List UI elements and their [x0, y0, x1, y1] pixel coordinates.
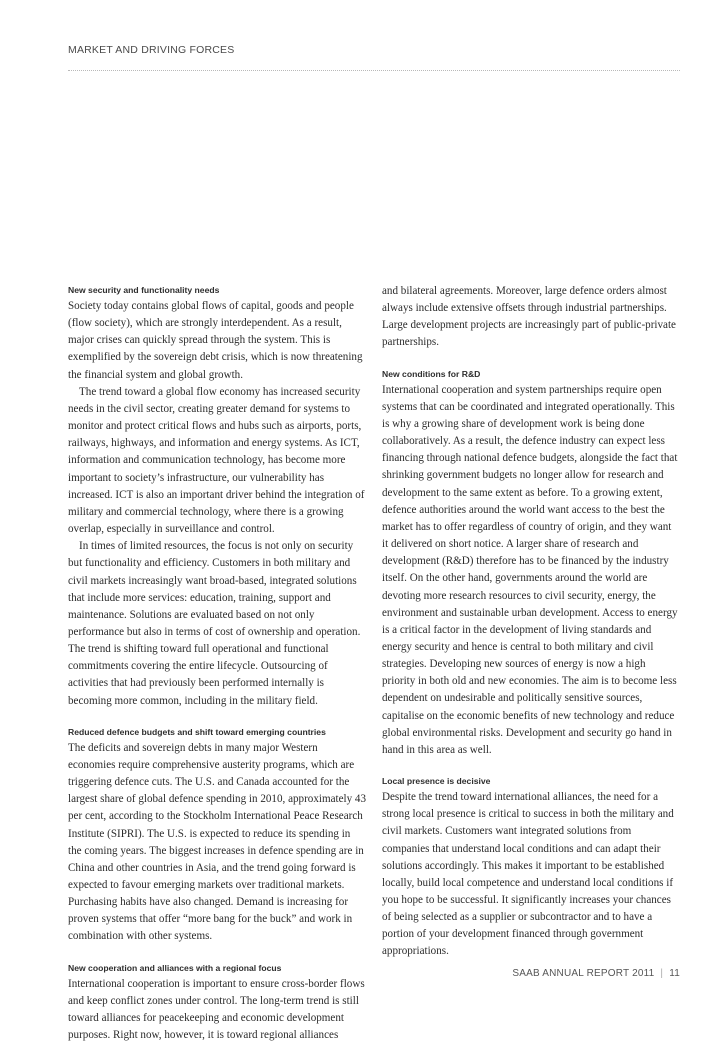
section-heading: New cooperation and alliances with a regional focus: [68, 962, 282, 973]
section-heading: New security and functionality needs: [68, 285, 220, 295]
section-heading: New conditions for R&D: [382, 368, 481, 379]
body-paragraph: In times of limited resources, the focus is not only on security but functionality and efficiency. Customers in both military and civil markets increasingly want broad-based, integrated solutions that include more services: education, training, support and maintenance. Solutions are evaluated based on not only performance but also in terms of cost of ownership and operation. The trend is shifting toward full operational and functional commitments covering the entire lifecycle. Outsourcing of activities that had previously been performed internally is becoming more common, including in the military field.: [68, 540, 361, 707]
body-paragraph: Despite the trend toward international alliances, the need for a strong local presence is critical to success in both the military and civil markets. Customers want integrated solutions from companies that understand local conditions and can adapt their solutions accordingly. This makes it important to be established locally, build local competence and understand local conditions if you hope to be successful. It significantly increases your chances of being selected as a supplier or subcontractor and to have a portion of your development financed through government appropriations.: [382, 791, 674, 958]
continuation-block: [382, 283, 680, 352]
section-security-needs: [68, 283, 366, 710]
section-cooperation-alliances: [68, 961, 366, 1045]
footer-separator: |: [660, 968, 664, 979]
header-divider: [68, 70, 680, 71]
body-paragraph: The trend toward a global flow economy has increased security needs in the civil sector, creating greater demand for systems to monitor and protect critical flows and hubs such as airports, ports, railways, highways, and information and energy systems. As ICT, information and communication technology, has become more important to society’s infrastructure, our vulnerability has increased. ICT is also an important driver behind the integration of military and commercial technology, where there is a growing overlap, especially in surveillance and control.: [68, 385, 365, 536]
section-rd-conditions: [382, 367, 680, 759]
section-heading: Reduced defence budgets and shift toward emerging countries: [68, 726, 326, 737]
body-paragraph: and bilateral agreements. Moreover, large defence orders almost always include extensive offsets through industrial partnerships. Large development projects are increasingly part of public-private partnerships.: [382, 285, 676, 349]
page-footer: [512, 968, 680, 979]
page-number: 11: [669, 968, 680, 979]
section-defence-budgets: [68, 725, 366, 946]
report-label: SAAB ANNUAL REPORT 2011: [512, 968, 655, 979]
body-paragraph: International cooperation and system partnerships require open systems that can be coordinated and integrated operationally. This is why a growing share of development work is being done collaboratively. As a result, the defence industry can expect less financing through national defence budgets, alongside the fact that shrinking government budgets no longer allow for research and development to the same extent as before. To a growing extent, defence authorities around the world want access to the best the market has to offer regardless of country of origin, and they want it delivered on short notice. A larger share of research and development (R&D) therefore has to be financed by the industry itself. On the other hand, governments around the world are devoting more research resources to civil security, energy, the environment and sustainable urban development. Access to energy is a critical factor in the development of living standards and energy security and hence is central to both military and civil strategies. Developing new sources of energy is now a high priority in both old and new economies. The aim is to become less dependent on undesirable and politically sensitive sources, capitalise on the economic benefits of new technology and reduce global environmental risks. Development and security go hand in hand in this area as well.: [382, 383, 678, 756]
section-heading: Local presence is decisive: [382, 776, 491, 787]
left-column: [68, 283, 366, 1059]
body-paragraph: International cooperation is important to ensure cross-border flows and keep conflict zones under control. The long-term trend is still toward alliances for peacekeeping and economic development purposes. Right now, however, it is toward regional alliances: [68, 977, 365, 1042]
section-local-presence: [382, 774, 680, 961]
running-header: MARKET AND DRIVING FORCES: [68, 44, 235, 56]
right-column: [382, 283, 680, 976]
body-paragraph: Society today contains global flows of capital, goods and people (flow society), which are strongly interdependent. As a result, major crises can quickly spread through the system. This is exemplified by the sovereign debt crisis, which is now threatening the financial system and global growth.: [68, 300, 363, 381]
body-paragraph: The deficits and sovereign debts in many major Western economies require comprehensive austerity programs, which are triggering defence cuts. The U.S. and Canada accounted for the largest share of global defence spending in 2010, approximately 43 per cent, according to the Stockholm International Peace Research Institute (SIPRI). The U.S. is expected to reduce its spending in the coming years. The biggest increases in defence spending are in China and other countries in Asia, and the trend going forward is expected to favour emerging markets over traditional markets. Purchasing habits have also changed. Demand is increasing for proven systems that offer “more bang for the buck” and work in combination with other systems.: [68, 741, 367, 943]
